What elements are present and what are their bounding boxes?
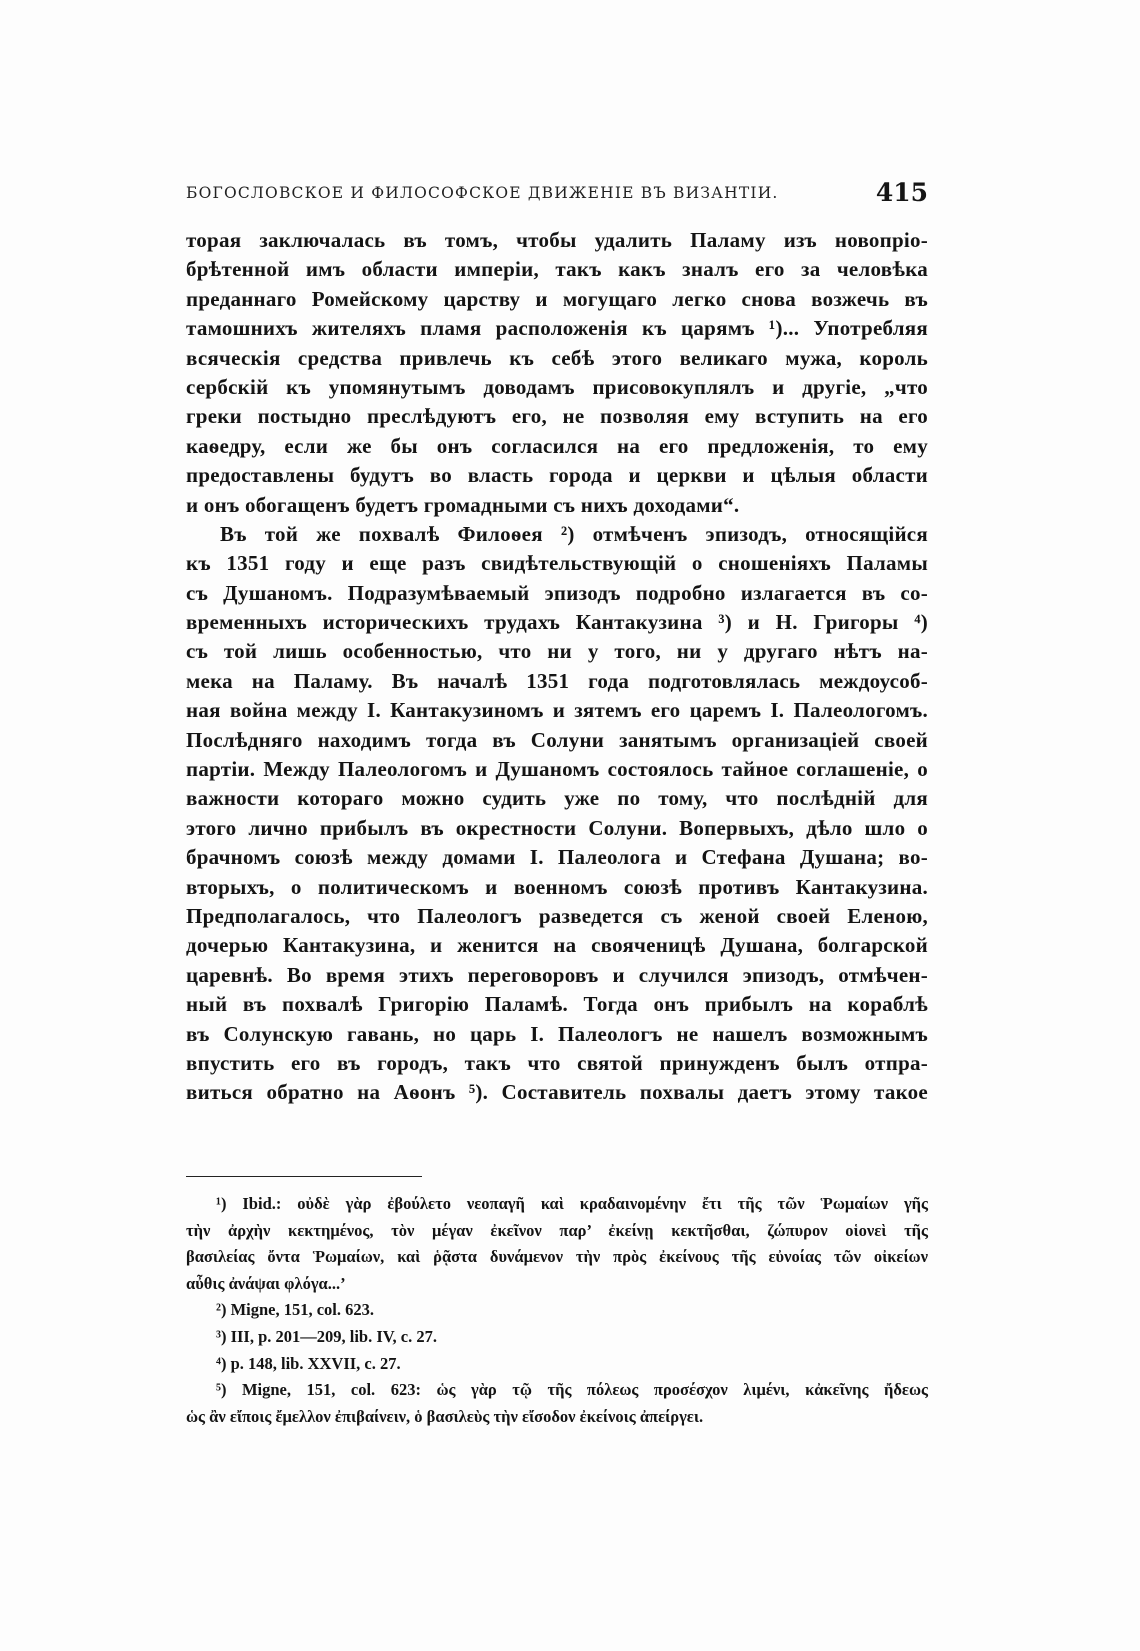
text-line: съ той лишь особенностью, что ни у того, ни у другаго нѣтъ на- [186, 639, 928, 664]
text-line: Послѣдняго находимъ тогда въ Солуни занятымъ организаціей своей [186, 727, 928, 752]
footnote-line: ὡς ἂν εἴποις ἔμελλον ἐπιβαίνειν, ὁ βασιλεὺς τὴν εἴσοδον ἐκείνοις ἀπείργει. [186, 1406, 704, 1426]
text-line: каѳедру, если же бы онъ согласился на его предложенія, то ему [186, 433, 928, 458]
footnotes [186, 1191, 928, 1430]
paragraph-2 [186, 520, 928, 1108]
text-line: въ Солунскую гавань, но царь І. Палеологъ не нашелъ возможнымъ [186, 1021, 928, 1046]
text-line: торая заключалась въ томъ, чтобы удалить Паламу изъ новопріо- [186, 228, 928, 252]
footnote-line: ⁵) Migne, 151, col. 623: ὡς γὰρ τῷ τῆς πόλεως προσέσχον λιμένι, κἀκεῖνης ἤδεως [216, 1380, 928, 1400]
text-line: съ Душаномъ. Подразумѣваемый эпизодъ подробно излагается въ со- [186, 580, 928, 605]
footnote-divider [186, 1176, 422, 1177]
footnote-4: ⁴) p. 148, lib. XXVII, c. 27. [216, 1353, 401, 1373]
page-number: 415 [875, 178, 928, 207]
text-line: всяческія средства привлечь къ себѣ этого великаго мужа, король [186, 345, 928, 370]
text-line: впустить его въ городъ, такъ что святой принужденъ былъ отпра- [186, 1050, 928, 1075]
text-line: ная война между І. Кантакузиномъ и зятемъ его царемъ І. Палеологомъ. [186, 698, 928, 723]
text-line: Въ той же похвалѣ Филоѳея ²) отмѣченъ эпизодъ, относящійся [220, 521, 928, 546]
page-header [186, 178, 928, 208]
footnote-5 [186, 1377, 928, 1430]
text-line: къ 1351 году и еще разъ свидѣтельствующій о сношеніяхъ Паламы [186, 551, 928, 576]
footnote-line: ¹) Ibid.: οὐδὲ γὰρ ἐβούλετο νεοπαγῆ καὶ κραδαινομένην ἔτι τῆς τῶν Ῥωμαίων γῆς [216, 1194, 928, 1213]
text-line: ный въ похвалѣ Григорію Паламѣ. Тогда онъ прибылъ на кораблѣ [186, 992, 928, 1017]
text-line: вторыхъ, о политическомъ и военномъ союзѣ противъ Кантакузина. [186, 874, 928, 899]
text-line: предоставлены будутъ во власть города и церкви и цѣлыя области [186, 463, 928, 488]
text-line: мека на Паламу. Въ началѣ 1351 года подготовлялась междоусоб- [186, 668, 928, 693]
text-line: сербскій къ упомянутымъ доводамъ присовокуплялъ и другіе, „что [186, 374, 928, 399]
text-line: важности котораго можно судить уже по тому, что послѣдній для [186, 786, 928, 811]
main-text [186, 226, 928, 1108]
text-line: царевнѣ. Во время этихъ переговоровъ и случился эпизодъ, отмѣчен- [186, 962, 928, 987]
footnote-3: ³) III, p. 201—209, lib. IV, c. 27. [216, 1326, 438, 1346]
text-line: тамошнихъ жителяхъ пламя расположенія къ царямъ ¹)... Употребляя [186, 316, 928, 341]
footnote-1 [186, 1191, 928, 1297]
footnote-line: τὴν ἀρχὴν κεκτημένος, τὸν μέγαν ἐκεῖνον παρ’ ἐκείνῃ κεκτῆσθαι, ζώπυρον οἱονεὶ τῆς [186, 1220, 928, 1240]
text-line: и онъ обогащенъ будетъ громадными съ нихъ доходами“. [186, 492, 740, 517]
text-line: Предполагалось, что Палеологъ разведется съ женой своей Еленою, [186, 903, 928, 928]
text-line: брѣтенной имъ области имперіи, такъ какъ зналъ его за человѣка [186, 257, 928, 282]
text-line: дочерью Кантакузина, и женится на свояченицѣ Душана, болгарской [186, 933, 928, 958]
text-line: этого лично прибылъ въ окрестности Солуни. Вопервыхъ, дѣло шло о [186, 815, 928, 840]
text-line: греки постыдно преслѣдуютъ его, не позволяя ему вступить на его [186, 404, 928, 429]
paragraph-1 [186, 226, 928, 520]
footnote-line: βασιλείας ὄντα Ῥωμαίων, καὶ ῥᾷστα δυνάμενον τὴν πρὸς ἐκείνους τῆς εὐνοίας τῶν οἰκείων [186, 1247, 928, 1267]
footnote-2: ²) Migne, 151, col. 623. [216, 1300, 375, 1320]
text-line: временныхъ историческихъ трудахъ Кантакузина ³) и Н. Григоры ⁴) [186, 610, 928, 635]
footnote-line: αὖθις ἀνάψαι φλόγα...’ [186, 1273, 346, 1293]
text-line: брачномъ союзѣ между домами І. Палеолога и Стефана Душана; во- [186, 845, 928, 870]
text-line: партіи. Между Палеологомъ и Душаномъ состоялось тайное соглашеніе, о [186, 757, 928, 782]
running-title: БОГОСЛОВСКОЕ И ФИЛОСОФСКОЕ ДВИЖЕНІЕ ВЪ ВИЗАНТІИ. [186, 184, 779, 202]
text-line: виться обратно на Аѳонъ ⁵). Составитель похвалы даетъ этому такое [186, 1080, 928, 1105]
text-line: преданнаго Ромейскому царству и могущаго легко снова возжечь въ [186, 286, 928, 311]
